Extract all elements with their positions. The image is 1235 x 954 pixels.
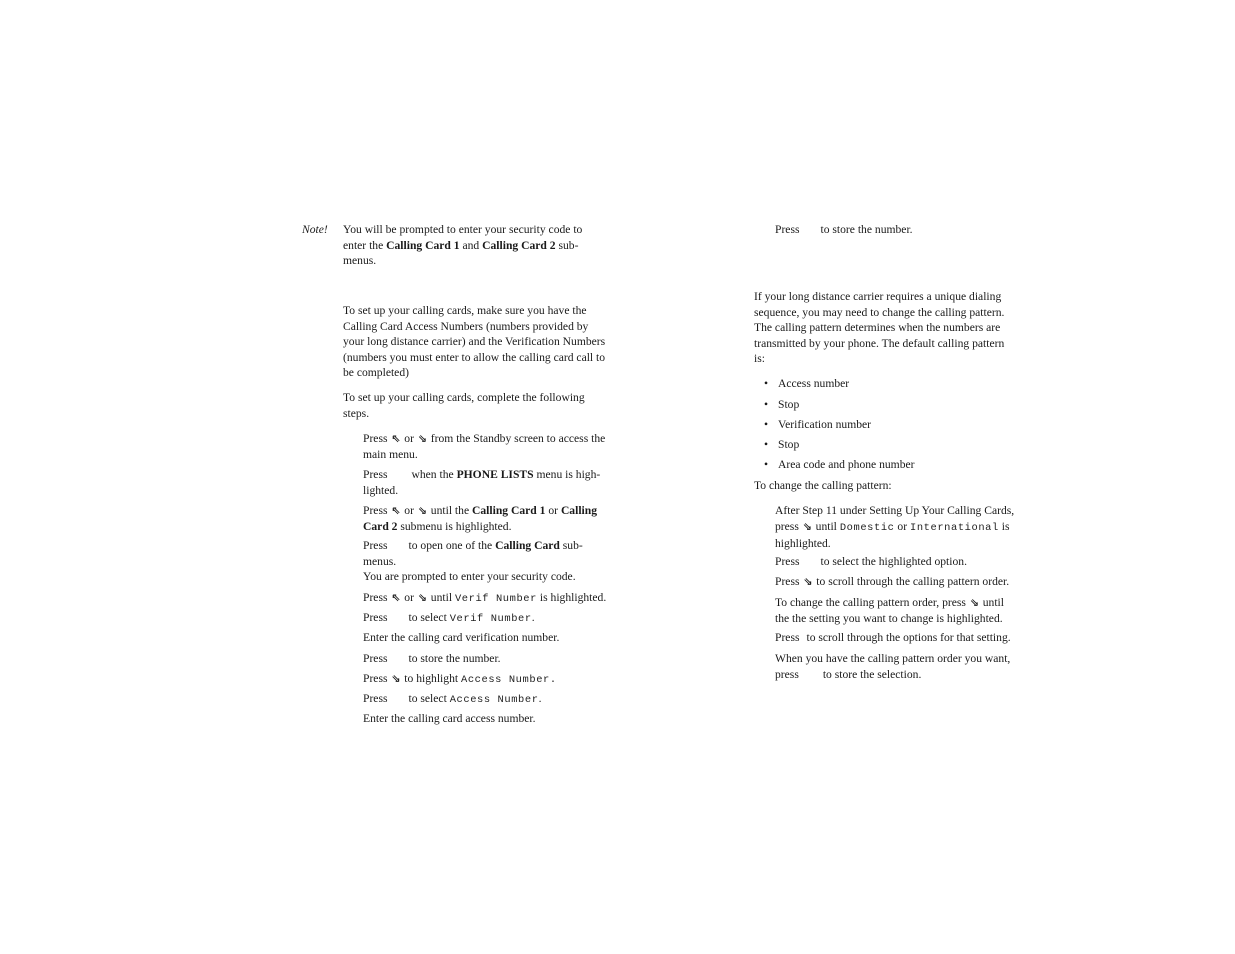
note-label: Note! — [302, 223, 328, 236]
pattern-step-5: Press to scroll through the options for that setting. — [775, 631, 1011, 644]
bullet-item: • Access number — [764, 377, 850, 390]
right-top-step: Press to store the number. — [775, 223, 913, 236]
pattern-step-1: After Step 11 under Setting Up Your Calling Cards, press ⇘ until Domestic or International is highlighted. — [775, 504, 1015, 551]
step-10: Press to select Access Number. — [363, 692, 542, 706]
step-8: Press to store the number. — [363, 652, 501, 665]
intro-paragraph: To set up your calling cards, make sure you have the Calling Card Access Numbers (numbers provided by your long distance carrier) and the Verification Numbers (numbers you must enter to allow the calling card call to be completed) — [343, 304, 606, 380]
arrow-down-right-icon: ⇘ — [417, 591, 427, 604]
arrow-down-right-icon: ⇘ — [417, 432, 427, 445]
arrow-up-left-icon: ⇖ — [391, 591, 401, 604]
step-5: Press ⇖ or ⇘ until Verif Number is highlighted. — [363, 591, 607, 605]
step-1: Press ⇖ or ⇘ from the Standby screen to access the main menu. — [363, 432, 606, 461]
pattern-step-2: Press to select the highlighted option. — [775, 555, 967, 568]
note-text: You will be prompted to enter your security code to enter the Calling Card 1 and Calling Card 2 sub- menus. — [343, 223, 583, 268]
bullet-item: • Stop — [764, 438, 800, 451]
arrow-down-right-icon: ⇘ — [969, 596, 979, 609]
step-2: Press when the PHONE LISTS menu is high- lighted. — [363, 468, 601, 497]
arrow-up-left-icon: ⇖ — [391, 432, 401, 445]
pattern-step-4: To change the calling pattern order, press ⇘ until the the setting you want to change is highlighted. — [775, 596, 1004, 625]
arrow-down-right-icon: ⇘ — [391, 672, 401, 685]
step-11: Enter the calling card access number. — [363, 712, 536, 725]
change-heading: To change the calling pattern: — [754, 479, 892, 492]
calling-pattern-paragraph: If your long distance carrier requires a unique dialing sequence, you may need to change the calling pattern. The calling pattern determines when the numbers are transmitted by your phone. The default calling pattern is: — [754, 290, 1005, 366]
step-4: Press to open one of the Calling Card sub- menus. You are prompted to enter your security code. — [363, 539, 583, 584]
pattern-step-6: When you have the calling pattern order you want, press to store the selection. — [775, 652, 1011, 681]
bullet-item: • Area code and phone number — [764, 458, 915, 471]
arrow-down-right-icon: ⇘ — [802, 519, 812, 533]
steps-intro: To set up your calling cards, complete the following steps. — [343, 391, 585, 420]
step-6: Press to select Verif Number. — [363, 611, 535, 625]
arrow-down-right-icon: ⇘ — [803, 575, 813, 588]
bullet-item: • Stop — [764, 398, 800, 411]
arrow-down-right-icon: ⇘ — [417, 504, 427, 517]
pattern-step-3: Press ⇘ to scroll through the calling pattern order. — [775, 575, 1010, 588]
bullet-item: • Verification number — [764, 418, 872, 431]
step-3: Press ⇖ or ⇘ until the Calling Card 1 or Calling Card 2 submenu is highlighted. — [363, 504, 598, 533]
step-7: Enter the calling card verification number. — [363, 631, 560, 644]
arrow-up-left-icon: ⇖ — [391, 504, 401, 517]
step-9: Press ⇘ to highlight Access Number. — [363, 672, 557, 686]
